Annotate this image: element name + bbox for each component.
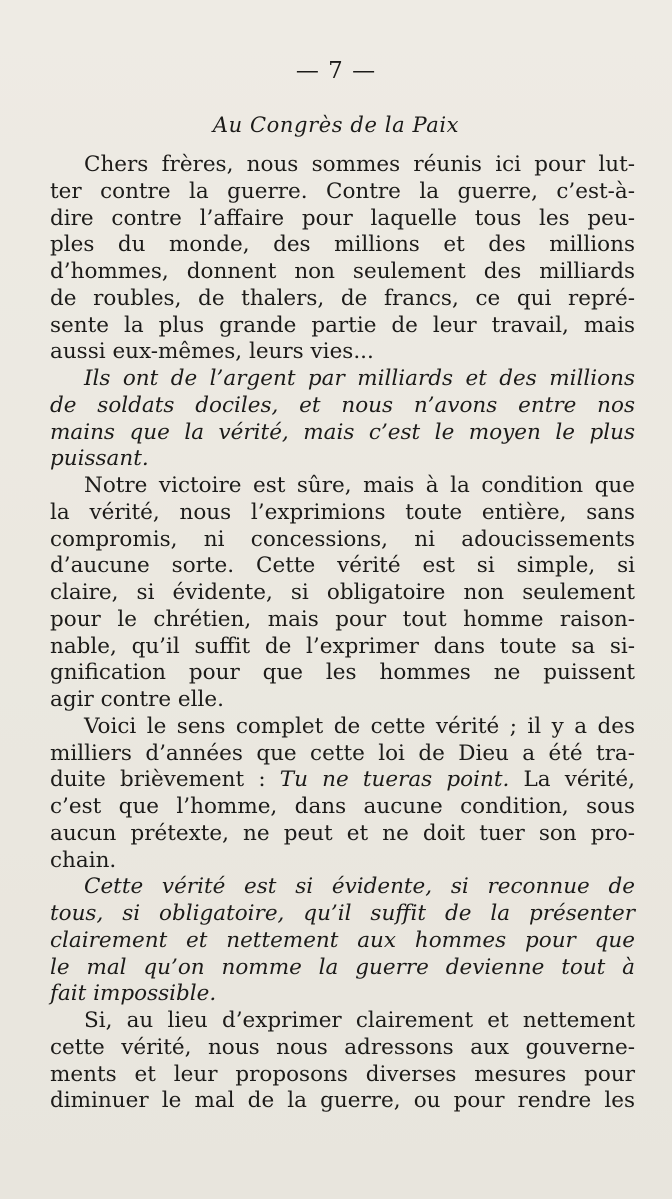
text-line: mains que la vérité, mais c’est le moyen le plus: [50, 419, 635, 445]
text-segment: duite brièvement :: [50, 767, 280, 793]
text-line: gnification pour que les hommes ne puissent: [50, 660, 635, 686]
text-line: Voici le sens complet de cette vérité ; il y a des: [84, 713, 635, 739]
text-line: dire contre l’affaire pour laquelle tous les peu-: [50, 205, 635, 231]
text-line: compromis, ni concessions, ni adoucissements: [50, 526, 635, 552]
text-line: [50, 767, 635, 794]
text-line: Cette vérité est si évidente, si reconnue de: [84, 874, 635, 900]
text-line: diminuer le mal de la guerre, ou pour rendre les: [50, 1088, 635, 1114]
text-line: Chers frères, nous sommes réunis ici pour lut-: [84, 152, 635, 177]
chapter-title: Au Congrès de la Paix: [212, 113, 460, 137]
text-line: ples du monde, des millions et des millions: [50, 232, 635, 258]
text-line: de soldats dociles, et nous n’avons entre nos: [50, 392, 635, 418]
text-line: c’est que l’homme, dans aucune condition, sous: [50, 794, 635, 819]
text-line: ments et leur proposons diverses mesures pour: [50, 1061, 635, 1087]
text-line: d’hommes, donnent non seulement des milliards: [50, 259, 635, 284]
text-line: chain.: [50, 847, 117, 873]
body-text: [50, 152, 635, 1115]
text-line: d’aucune sorte. Cette vérité est si simple, si: [50, 553, 635, 579]
text-line: clairement et nettement aux hommes pour que: [50, 927, 635, 953]
text-line: de roubles, de thalers, de francs, ce qui repré-: [50, 285, 635, 311]
text-line: fait impossible.: [50, 981, 217, 1007]
page-number: — 7 —: [295, 58, 377, 84]
text-line: agir contre elle.: [50, 687, 224, 712]
text-line: nable, qu’il suffit de l’exprimer dans toute sa si-: [50, 633, 635, 659]
text-line: aussi eux-mêmes, leurs vies...: [50, 339, 374, 365]
text-line: Si, au lieu d’exprimer clairement et nettement: [84, 1008, 635, 1033]
text-line: Ils ont de l’argent par milliards et des millions: [84, 366, 635, 391]
text-line: ter contre la guerre. Contre la guerre, c’est-à-: [50, 178, 635, 204]
commandment-text: Tu ne tueras point.: [279, 767, 510, 793]
text-line: claire, si évidente, si obligatoire non seulement: [50, 580, 635, 605]
text-line: la vérité, nous l’exprimions toute entière, sans: [50, 499, 635, 525]
text-line: le mal qu’on nomme la guerre devienne tout à: [50, 954, 635, 980]
text-line: puissant.: [50, 446, 149, 472]
text-line: cette vérité, nous nous adressons aux gouverne-: [50, 1034, 635, 1060]
text-line: Notre victoire est sûre, mais à la condition que: [84, 473, 635, 498]
text-line: pour le chrétien, mais pour tout homme raison-: [50, 606, 635, 632]
text-line: aucun prétexte, ne peut et ne doit tuer son pro-: [50, 820, 635, 846]
text-line: tous, si obligatoire, qu’il suffit de la présenter: [50, 901, 635, 926]
text-line: sente la plus grande partie de leur travail, mais: [50, 312, 635, 338]
text-line: milliers d’années que cette loi de Dieu a été tra-: [50, 740, 635, 766]
text-segment: La vérité,: [509, 767, 635, 793]
